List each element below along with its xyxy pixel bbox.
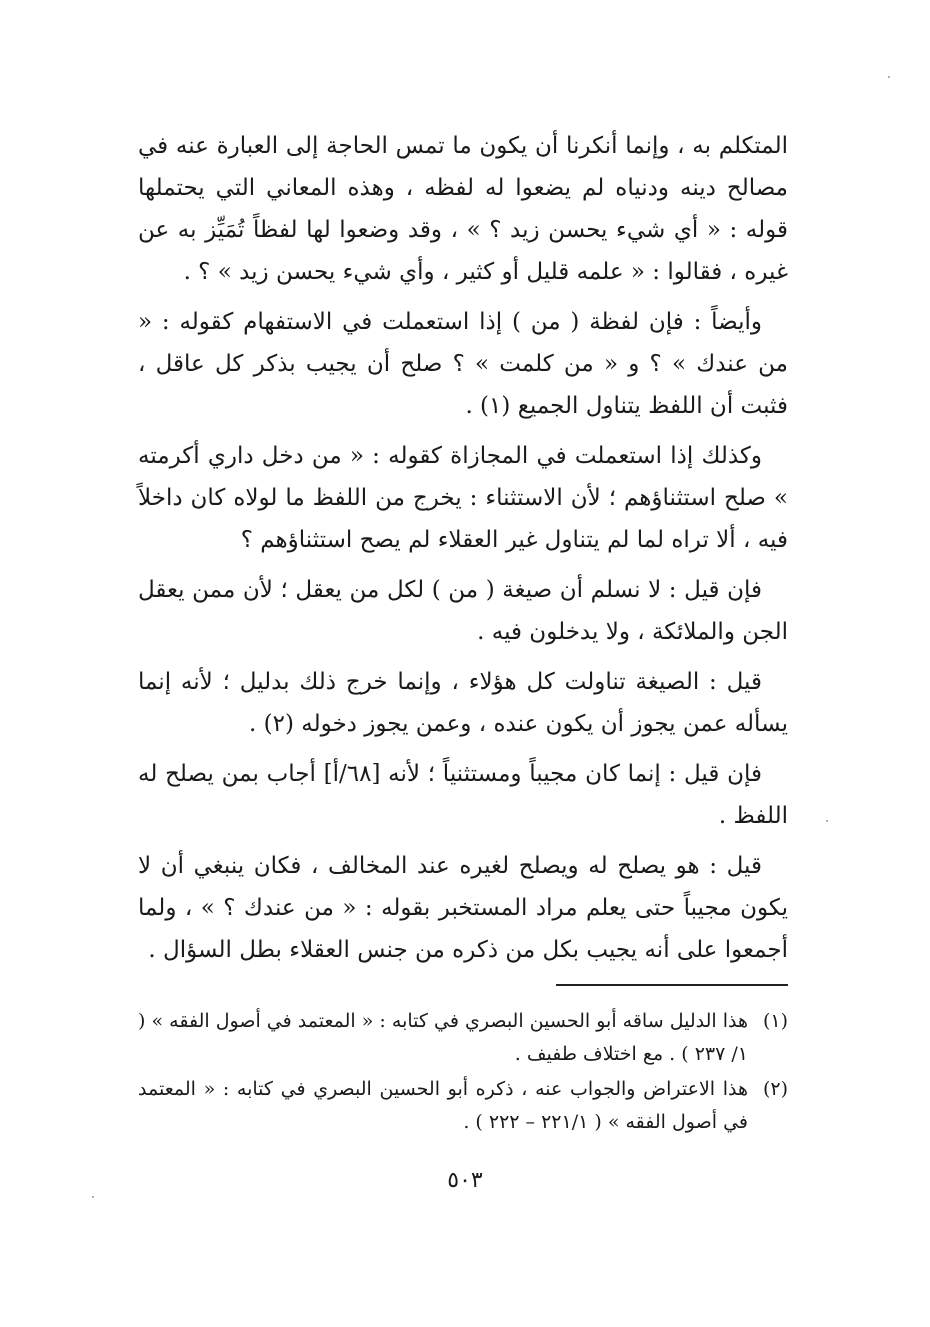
footnote-number: (١) — [762, 1010, 788, 1032]
footnote-text: هذا الدليل ساقه أبو الحسين البصري في كتابه : « المعتمد في أصول الفقه » ( ١/ ٢٣٧ ) . مع اختلاف طفيف . — [138, 1010, 748, 1065]
footnote-number: (٢) — [762, 1078, 788, 1100]
footnote-1 — [138, 1005, 788, 1071]
footnotes — [138, 1005, 788, 1141]
speck — [92, 1196, 94, 1198]
paragraph-4: فإن قيل : لا نسلم أن صيغة ( من ) لكل من يعقل ؛ لأن ممن يعقل الجن والملائكة ، ولا يدخلون فيه . — [138, 577, 788, 645]
main-text — [138, 125, 788, 979]
paragraph-1: المتكلم به ، وإنما أنكرنا أن يكون ما تمس الحاجة إلى العبارة عنه في مصالح دينه ودنياه لم يضعوا له لفظه ، وهذه المعاني التي يحتملها قوله : « أي شيء يحسن زيد ؟ » ، وقد وضعوا لها لفظاً تُمَيِّز به عن غيره ، فقالوا : « علمه قليل أو كثير ، وأي شيء يحسن زيد » ؟ . — [138, 133, 788, 285]
speck — [826, 820, 828, 822]
speck — [888, 76, 890, 78]
paragraph-7: قيل : هو يصلح له ويصلح لغيره عند المخالف ، فكان ينبغي أن لا يكون مجيباً حتى يعلم مراد المستخبر بقوله : « من عندك ؟ » ، ولما أجمعوا على أنه يجيب بكل من ذكره من جنس العقلاء بطل السؤال . — [138, 853, 788, 963]
footnote-2 — [138, 1073, 788, 1139]
paragraph-2: وأيضاً : فإن لفظة ( من ) إذا استعملت في الاستفهام كقوله : « من عندك » ؟ و « من كلمت » ؟ صلح أن يجيب بذكر كل عاقل ، فثبت أن اللفظ يتناول الجميع (١) . — [138, 309, 788, 419]
footnote-text: هذا الاعتراض والجواب عنه ، ذكره أبو الحسين البصري في كتابه : « المعتمد في أصول الفقه » ( ٢٢١/١ – ٢٢٢ ) . — [138, 1078, 748, 1133]
paragraph-3: وكذلك إذا استعملت في المجازاة كقوله : « من دخل داري أكرمته » صلح استثناؤهم ؛ لأن الاستثناء : يخرج من اللفظ ما لولاه كان داخلاً فيه ، ألا تراه لما لم يتناول غير العقلاء لم يصح استثناؤهم ؟ — [138, 443, 788, 553]
paragraph-5: قيل : الصيغة تناولت كل هؤلاء ، وإنما خرج ذلك بدليل ؛ لأنه إنما يسأله عمن يجوز أن يكون عنده ، وعمن يجوز دخوله (٢) . — [138, 669, 788, 737]
paragraph-6: فإن قيل : إنما كان مجيباً ومستثنياً ؛ لأنه [٦٨/أ] أجاب بمن يصلح له اللفظ . — [138, 761, 788, 829]
page-number: ٥٠٣ — [447, 1168, 483, 1193]
footnote-separator — [556, 984, 788, 986]
